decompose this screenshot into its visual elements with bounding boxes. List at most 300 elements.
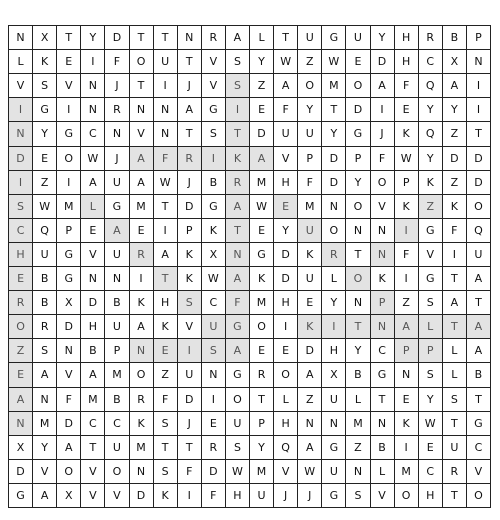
grid-cell[interactable]: E bbox=[346, 50, 370, 74]
grid-cell[interactable]: A bbox=[130, 147, 154, 171]
grid-cell[interactable]: Z bbox=[419, 195, 443, 219]
grid-cell[interactable]: D bbox=[467, 147, 491, 171]
grid-cell[interactable]: Y bbox=[346, 339, 370, 363]
grid-cell[interactable]: S bbox=[9, 195, 33, 219]
grid-cell[interactable]: I bbox=[81, 50, 105, 74]
grid-cell[interactable]: S bbox=[443, 388, 467, 412]
grid-cell[interactable]: D bbox=[274, 267, 298, 291]
grid-cell[interactable]: X bbox=[57, 484, 81, 508]
grid-cell[interactable]: A bbox=[9, 388, 33, 412]
grid-cell[interactable]: Z bbox=[33, 171, 57, 195]
grid-cell[interactable]: N bbox=[154, 122, 178, 146]
grid-cell[interactable]: Z bbox=[250, 74, 274, 98]
grid-cell[interactable]: D bbox=[130, 484, 154, 508]
grid-cell[interactable]: I bbox=[371, 98, 395, 122]
grid-cell[interactable]: U bbox=[346, 26, 370, 50]
grid-cell[interactable]: I bbox=[226, 98, 250, 122]
grid-cell[interactable]: D bbox=[274, 243, 298, 267]
grid-cell[interactable]: G bbox=[202, 98, 226, 122]
grid-cell[interactable]: E bbox=[395, 98, 419, 122]
grid-cell[interactable]: B bbox=[346, 363, 370, 387]
grid-cell[interactable]: K bbox=[371, 267, 395, 291]
grid-cell[interactable]: I bbox=[57, 98, 81, 122]
grid-cell[interactable]: Y bbox=[419, 147, 443, 171]
grid-cell[interactable]: T bbox=[178, 50, 202, 74]
grid-cell[interactable]: G bbox=[322, 26, 346, 50]
grid-cell[interactable]: S bbox=[154, 460, 178, 484]
grid-cell[interactable]: H bbox=[81, 315, 105, 339]
grid-cell[interactable]: L bbox=[443, 339, 467, 363]
grid-cell[interactable]: K bbox=[395, 122, 419, 146]
grid-cell[interactable]: W bbox=[154, 171, 178, 195]
grid-cell[interactable]: E bbox=[250, 98, 274, 122]
grid-cell[interactable]: V bbox=[371, 484, 395, 508]
grid-cell[interactable]: I bbox=[395, 436, 419, 460]
grid-cell[interactable]: T bbox=[443, 484, 467, 508]
grid-cell[interactable]: Z bbox=[9, 339, 33, 363]
grid-cell[interactable]: S bbox=[226, 436, 250, 460]
grid-cell[interactable]: P bbox=[346, 147, 370, 171]
grid-cell[interactable]: S bbox=[178, 291, 202, 315]
grid-cell[interactable]: B bbox=[105, 291, 129, 315]
grid-cell[interactable]: T bbox=[467, 291, 491, 315]
grid-cell[interactable]: G bbox=[57, 122, 81, 146]
grid-cell[interactable]: V bbox=[178, 315, 202, 339]
grid-cell[interactable]: M bbox=[57, 195, 81, 219]
grid-cell[interactable]: G bbox=[419, 267, 443, 291]
grid-cell[interactable]: A bbox=[154, 243, 178, 267]
grid-cell[interactable]: I bbox=[202, 388, 226, 412]
grid-cell[interactable]: I bbox=[154, 74, 178, 98]
grid-cell[interactable]: G bbox=[57, 267, 81, 291]
grid-cell[interactable]: T bbox=[274, 26, 298, 50]
grid-cell[interactable]: E bbox=[250, 339, 274, 363]
grid-cell[interactable]: J bbox=[178, 412, 202, 436]
grid-cell[interactable]: U bbox=[250, 484, 274, 508]
grid-cell[interactable]: J bbox=[274, 484, 298, 508]
grid-cell[interactable]: J bbox=[178, 171, 202, 195]
grid-cell[interactable]: F bbox=[371, 147, 395, 171]
grid-cell[interactable]: R bbox=[419, 26, 443, 50]
grid-cell[interactable]: N bbox=[395, 363, 419, 387]
grid-cell[interactable]: K bbox=[443, 195, 467, 219]
grid-cell[interactable]: N bbox=[130, 460, 154, 484]
grid-cell[interactable]: H bbox=[154, 291, 178, 315]
grid-cell[interactable]: H bbox=[395, 50, 419, 74]
grid-cell[interactable]: A bbox=[250, 147, 274, 171]
grid-cell[interactable]: M bbox=[395, 460, 419, 484]
grid-cell[interactable]: F bbox=[443, 219, 467, 243]
grid-cell[interactable]: P bbox=[371, 291, 395, 315]
grid-cell[interactable]: X bbox=[322, 363, 346, 387]
grid-cell[interactable]: V bbox=[81, 484, 105, 508]
grid-cell[interactable]: Z bbox=[298, 50, 322, 74]
grid-cell[interactable]: T bbox=[443, 412, 467, 436]
grid-cell[interactable]: Y bbox=[419, 98, 443, 122]
grid-cell[interactable]: E bbox=[419, 436, 443, 460]
grid-cell[interactable]: G bbox=[467, 412, 491, 436]
grid-cell[interactable]: C bbox=[467, 436, 491, 460]
grid-cell[interactable]: N bbox=[9, 412, 33, 436]
grid-cell[interactable]: Z bbox=[346, 436, 370, 460]
grid-cell[interactable]: T bbox=[346, 315, 370, 339]
grid-cell[interactable]: D bbox=[178, 195, 202, 219]
grid-cell[interactable]: W bbox=[33, 195, 57, 219]
grid-cell[interactable]: A bbox=[395, 315, 419, 339]
grid-cell[interactable]: V bbox=[371, 195, 395, 219]
grid-cell[interactable]: N bbox=[178, 26, 202, 50]
grid-cell[interactable]: A bbox=[371, 74, 395, 98]
grid-cell[interactable]: E bbox=[81, 219, 105, 243]
grid-cell[interactable]: O bbox=[467, 195, 491, 219]
grid-cell[interactable]: D bbox=[322, 171, 346, 195]
grid-cell[interactable]: V bbox=[202, 74, 226, 98]
grid-cell[interactable]: S bbox=[33, 74, 57, 98]
grid-cell[interactable]: R bbox=[202, 436, 226, 460]
grid-cell[interactable]: Z bbox=[395, 291, 419, 315]
grid-cell[interactable]: G bbox=[346, 122, 370, 146]
grid-cell[interactable]: N bbox=[322, 195, 346, 219]
grid-cell[interactable]: H bbox=[274, 412, 298, 436]
grid-cell[interactable]: G bbox=[105, 195, 129, 219]
grid-cell[interactable]: G bbox=[226, 363, 250, 387]
grid-cell[interactable]: T bbox=[154, 26, 178, 50]
grid-cell[interactable]: T bbox=[130, 74, 154, 98]
grid-cell[interactable]: L bbox=[443, 363, 467, 387]
grid-cell[interactable]: T bbox=[443, 315, 467, 339]
grid-cell[interactable]: O bbox=[226, 388, 250, 412]
grid-cell[interactable]: V bbox=[81, 460, 105, 484]
grid-cell[interactable]: K bbox=[298, 243, 322, 267]
grid-cell[interactable]: Y bbox=[371, 26, 395, 50]
grid-cell[interactable]: L bbox=[9, 50, 33, 74]
grid-cell[interactable]: I bbox=[395, 219, 419, 243]
grid-cell[interactable]: D bbox=[9, 147, 33, 171]
grid-cell[interactable]: K bbox=[154, 315, 178, 339]
grid-cell[interactable]: C bbox=[81, 412, 105, 436]
grid-cell[interactable]: C bbox=[81, 122, 105, 146]
grid-cell[interactable]: Y bbox=[33, 122, 57, 146]
grid-cell[interactable]: Q bbox=[419, 74, 443, 98]
grid-cell[interactable]: Q bbox=[33, 219, 57, 243]
grid-cell[interactable]: R bbox=[105, 98, 129, 122]
grid-cell[interactable]: U bbox=[105, 171, 129, 195]
grid-cell[interactable]: M bbox=[81, 388, 105, 412]
grid-cell[interactable]: K bbox=[395, 412, 419, 436]
grid-cell[interactable]: P bbox=[250, 412, 274, 436]
grid-cell[interactable]: U bbox=[322, 460, 346, 484]
grid-cell[interactable]: A bbox=[178, 98, 202, 122]
grid-cell[interactable]: D bbox=[298, 339, 322, 363]
grid-cell[interactable]: E bbox=[154, 339, 178, 363]
grid-cell[interactable]: K bbox=[419, 171, 443, 195]
grid-cell[interactable]: U bbox=[298, 122, 322, 146]
grid-cell[interactable]: T bbox=[130, 26, 154, 50]
grid-cell[interactable]: I bbox=[274, 315, 298, 339]
grid-cell[interactable]: T bbox=[467, 122, 491, 146]
grid-cell[interactable]: C bbox=[202, 291, 226, 315]
grid-cell[interactable]: I bbox=[322, 315, 346, 339]
grid-cell[interactable]: Y bbox=[443, 98, 467, 122]
grid-cell[interactable]: F bbox=[274, 98, 298, 122]
grid-cell[interactable]: E bbox=[9, 363, 33, 387]
grid-cell[interactable]: W bbox=[250, 195, 274, 219]
grid-cell[interactable]: B bbox=[105, 388, 129, 412]
grid-cell[interactable]: M bbox=[298, 195, 322, 219]
grid-cell[interactable]: A bbox=[226, 267, 250, 291]
grid-cell[interactable]: H bbox=[322, 339, 346, 363]
grid-cell[interactable]: A bbox=[443, 291, 467, 315]
grid-cell[interactable]: F bbox=[154, 388, 178, 412]
grid-cell[interactable]: S bbox=[226, 50, 250, 74]
grid-cell[interactable]: T bbox=[226, 219, 250, 243]
grid-cell[interactable]: M bbox=[250, 171, 274, 195]
grid-cell[interactable]: S bbox=[33, 339, 57, 363]
grid-cell[interactable]: R bbox=[178, 147, 202, 171]
grid-cell[interactable]: B bbox=[81, 339, 105, 363]
grid-cell[interactable]: E bbox=[202, 412, 226, 436]
grid-cell[interactable]: Q bbox=[467, 219, 491, 243]
grid-cell[interactable]: J bbox=[105, 74, 129, 98]
grid-cell[interactable]: S bbox=[202, 122, 226, 146]
grid-cell[interactable]: R bbox=[443, 460, 467, 484]
grid-cell[interactable]: N bbox=[130, 339, 154, 363]
grid-cell[interactable]: W bbox=[274, 50, 298, 74]
grid-cell[interactable]: N bbox=[226, 243, 250, 267]
grid-cell[interactable]: R bbox=[33, 315, 57, 339]
grid-cell[interactable]: G bbox=[322, 436, 346, 460]
grid-cell[interactable]: X bbox=[443, 50, 467, 74]
grid-cell[interactable]: K bbox=[178, 243, 202, 267]
grid-cell[interactable]: R bbox=[250, 363, 274, 387]
grid-cell[interactable]: F bbox=[178, 460, 202, 484]
grid-cell[interactable]: F bbox=[105, 50, 129, 74]
grid-cell[interactable]: N bbox=[81, 98, 105, 122]
grid-cell[interactable]: A bbox=[105, 219, 129, 243]
grid-cell[interactable]: W bbox=[322, 50, 346, 74]
grid-cell[interactable]: A bbox=[274, 74, 298, 98]
grid-cell[interactable]: I bbox=[202, 147, 226, 171]
grid-cell[interactable]: Y bbox=[81, 26, 105, 50]
grid-cell[interactable]: M bbox=[105, 363, 129, 387]
grid-cell[interactable]: T bbox=[154, 267, 178, 291]
grid-cell[interactable]: R bbox=[9, 291, 33, 315]
grid-cell[interactable]: L bbox=[371, 460, 395, 484]
grid-cell[interactable]: A bbox=[467, 339, 491, 363]
grid-cell[interactable]: Y bbox=[419, 388, 443, 412]
grid-cell[interactable]: K bbox=[395, 195, 419, 219]
grid-cell[interactable]: U bbox=[154, 50, 178, 74]
grid-cell[interactable]: G bbox=[250, 243, 274, 267]
grid-cell[interactable]: C bbox=[105, 412, 129, 436]
grid-cell[interactable]: I bbox=[395, 267, 419, 291]
grid-cell[interactable]: M bbox=[250, 291, 274, 315]
grid-cell[interactable]: K bbox=[202, 219, 226, 243]
grid-cell[interactable]: N bbox=[346, 460, 370, 484]
grid-cell[interactable]: K bbox=[154, 484, 178, 508]
grid-cell[interactable]: D bbox=[105, 26, 129, 50]
grid-cell[interactable]: G bbox=[202, 195, 226, 219]
grid-cell[interactable]: T bbox=[154, 436, 178, 460]
grid-cell[interactable]: V bbox=[81, 243, 105, 267]
grid-cell[interactable]: R bbox=[202, 26, 226, 50]
grid-cell[interactable]: S bbox=[154, 412, 178, 436]
grid-cell[interactable]: G bbox=[371, 363, 395, 387]
grid-cell[interactable]: X bbox=[9, 436, 33, 460]
grid-cell[interactable]: I bbox=[467, 98, 491, 122]
grid-cell[interactable]: I bbox=[178, 339, 202, 363]
grid-cell[interactable]: Z bbox=[298, 388, 322, 412]
grid-cell[interactable]: A bbox=[130, 315, 154, 339]
grid-cell[interactable]: I bbox=[154, 219, 178, 243]
grid-cell[interactable]: U bbox=[274, 122, 298, 146]
grid-cell[interactable]: S bbox=[346, 484, 370, 508]
grid-cell[interactable]: P bbox=[57, 219, 81, 243]
grid-cell[interactable]: L bbox=[346, 388, 370, 412]
grid-cell[interactable]: T bbox=[178, 122, 202, 146]
grid-cell[interactable]: Y bbox=[322, 122, 346, 146]
grid-cell[interactable]: A bbox=[81, 363, 105, 387]
grid-cell[interactable]: U bbox=[467, 243, 491, 267]
grid-cell[interactable]: Y bbox=[250, 50, 274, 74]
grid-cell[interactable]: I bbox=[443, 243, 467, 267]
grid-cell[interactable]: N bbox=[9, 122, 33, 146]
grid-cell[interactable]: X bbox=[57, 291, 81, 315]
grid-cell[interactable]: O bbox=[346, 195, 370, 219]
grid-cell[interactable]: N bbox=[9, 26, 33, 50]
grid-cell[interactable]: J bbox=[298, 484, 322, 508]
grid-cell[interactable]: M bbox=[130, 195, 154, 219]
grid-cell[interactable]: T bbox=[322, 98, 346, 122]
grid-cell[interactable]: I bbox=[9, 171, 33, 195]
grid-cell[interactable]: C bbox=[371, 339, 395, 363]
grid-cell[interactable]: N bbox=[105, 267, 129, 291]
grid-cell[interactable]: V bbox=[274, 147, 298, 171]
grid-cell[interactable]: F bbox=[395, 243, 419, 267]
grid-cell[interactable]: N bbox=[81, 74, 105, 98]
grid-cell[interactable]: S bbox=[419, 291, 443, 315]
grid-cell[interactable]: E bbox=[274, 195, 298, 219]
grid-cell[interactable]: S bbox=[226, 74, 250, 98]
grid-cell[interactable]: D bbox=[9, 460, 33, 484]
grid-cell[interactable]: V bbox=[9, 74, 33, 98]
grid-cell[interactable]: F bbox=[395, 74, 419, 98]
grid-cell[interactable]: S bbox=[419, 363, 443, 387]
grid-cell[interactable]: C bbox=[9, 219, 33, 243]
grid-cell[interactable]: N bbox=[57, 339, 81, 363]
grid-cell[interactable]: G bbox=[33, 98, 57, 122]
grid-cell[interactable]: O bbox=[130, 50, 154, 74]
grid-cell[interactable]: N bbox=[371, 243, 395, 267]
grid-cell[interactable]: P bbox=[298, 147, 322, 171]
grid-cell[interactable]: U bbox=[322, 388, 346, 412]
grid-cell[interactable]: O bbox=[274, 363, 298, 387]
grid-cell[interactable]: N bbox=[130, 98, 154, 122]
grid-cell[interactable]: P bbox=[105, 339, 129, 363]
grid-cell[interactable]: O bbox=[346, 267, 370, 291]
grid-cell[interactable]: U bbox=[298, 267, 322, 291]
grid-cell[interactable]: K bbox=[226, 147, 250, 171]
grid-cell[interactable]: A bbox=[226, 339, 250, 363]
grid-cell[interactable]: V bbox=[202, 50, 226, 74]
grid-cell[interactable]: O bbox=[346, 74, 370, 98]
grid-cell[interactable]: Y bbox=[274, 219, 298, 243]
grid-cell[interactable]: W bbox=[298, 460, 322, 484]
grid-cell[interactable]: M bbox=[130, 436, 154, 460]
grid-cell[interactable]: E bbox=[274, 339, 298, 363]
grid-cell[interactable]: I bbox=[130, 267, 154, 291]
grid-cell[interactable]: M bbox=[33, 412, 57, 436]
grid-cell[interactable]: H bbox=[419, 484, 443, 508]
grid-cell[interactable]: A bbox=[81, 171, 105, 195]
grid-cell[interactable]: M bbox=[250, 460, 274, 484]
grid-cell[interactable]: R bbox=[322, 243, 346, 267]
grid-cell[interactable]: F bbox=[226, 291, 250, 315]
grid-cell[interactable]: O bbox=[250, 315, 274, 339]
grid-cell[interactable]: U bbox=[105, 315, 129, 339]
grid-cell[interactable]: D bbox=[202, 460, 226, 484]
grid-cell[interactable]: E bbox=[9, 267, 33, 291]
grid-cell[interactable]: K bbox=[33, 50, 57, 74]
grid-cell[interactable]: A bbox=[226, 195, 250, 219]
grid-cell[interactable]: U bbox=[105, 436, 129, 460]
grid-cell[interactable]: T bbox=[250, 388, 274, 412]
grid-cell[interactable]: A bbox=[57, 436, 81, 460]
grid-cell[interactable]: M bbox=[346, 412, 370, 436]
grid-cell[interactable]: G bbox=[419, 219, 443, 243]
grid-cell[interactable]: E bbox=[250, 219, 274, 243]
grid-cell[interactable]: J bbox=[371, 122, 395, 146]
grid-cell[interactable]: N bbox=[105, 122, 129, 146]
grid-cell[interactable]: U bbox=[33, 243, 57, 267]
grid-cell[interactable]: T bbox=[154, 195, 178, 219]
grid-cell[interactable]: T bbox=[178, 436, 202, 460]
grid-cell[interactable]: G bbox=[226, 315, 250, 339]
grid-cell[interactable]: K bbox=[130, 412, 154, 436]
grid-cell[interactable]: E bbox=[130, 219, 154, 243]
grid-cell[interactable]: V bbox=[274, 460, 298, 484]
grid-cell[interactable]: N bbox=[298, 412, 322, 436]
grid-cell[interactable]: H bbox=[274, 291, 298, 315]
grid-cell[interactable]: E bbox=[298, 291, 322, 315]
grid-cell[interactable]: D bbox=[443, 147, 467, 171]
grid-cell[interactable]: K bbox=[178, 267, 202, 291]
grid-cell[interactable]: R bbox=[130, 388, 154, 412]
grid-cell[interactable]: Y bbox=[298, 98, 322, 122]
grid-cell[interactable]: P bbox=[467, 26, 491, 50]
grid-cell[interactable]: F bbox=[298, 171, 322, 195]
grid-cell[interactable]: S bbox=[202, 339, 226, 363]
grid-cell[interactable]: O bbox=[130, 363, 154, 387]
grid-cell[interactable]: V bbox=[57, 363, 81, 387]
grid-cell[interactable]: H bbox=[226, 484, 250, 508]
grid-cell[interactable]: G bbox=[9, 484, 33, 508]
grid-cell[interactable]: V bbox=[419, 243, 443, 267]
grid-cell[interactable]: T bbox=[371, 388, 395, 412]
grid-cell[interactable]: I bbox=[467, 74, 491, 98]
grid-cell[interactable]: V bbox=[57, 74, 81, 98]
grid-cell[interactable]: O bbox=[298, 74, 322, 98]
grid-cell[interactable]: U bbox=[443, 436, 467, 460]
grid-cell[interactable]: O bbox=[395, 484, 419, 508]
grid-cell[interactable]: Y bbox=[33, 436, 57, 460]
grid-cell[interactable]: A bbox=[33, 484, 57, 508]
grid-cell[interactable]: E bbox=[395, 388, 419, 412]
grid-cell[interactable]: A bbox=[298, 436, 322, 460]
grid-cell[interactable]: A bbox=[467, 267, 491, 291]
grid-cell[interactable]: L bbox=[419, 315, 443, 339]
grid-cell[interactable]: W bbox=[395, 147, 419, 171]
